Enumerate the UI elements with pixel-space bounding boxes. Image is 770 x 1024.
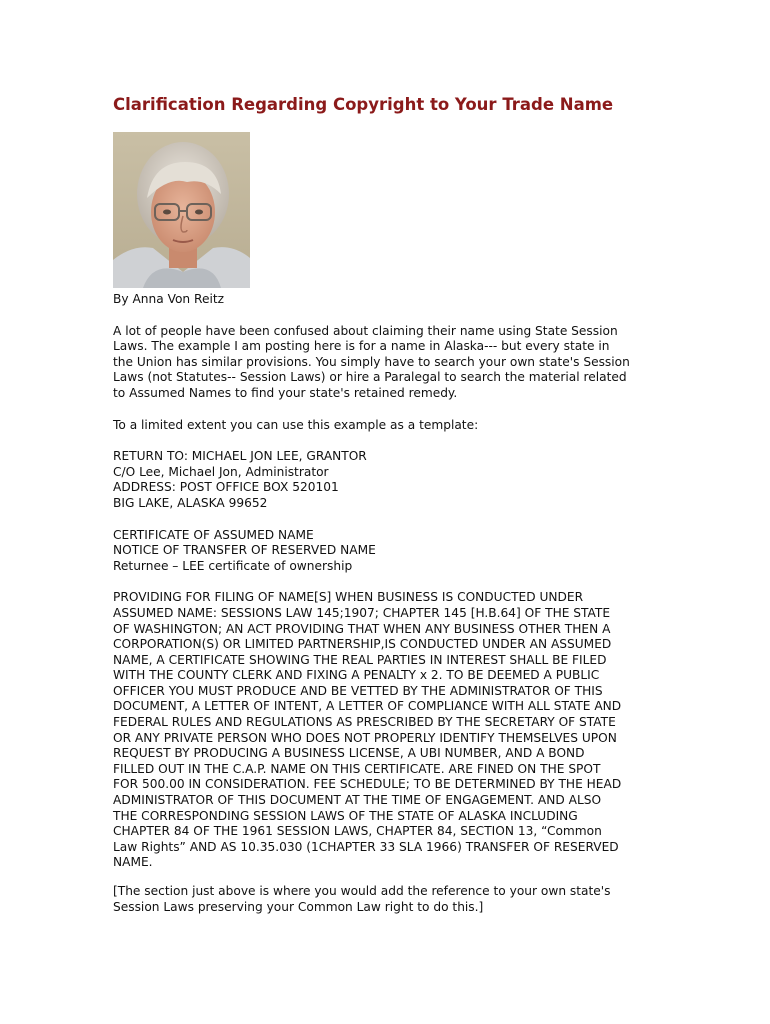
provisions-paragraph: PROVIDING FOR FILING OF NAME[S] WHEN BUSINESS IS CONDUCTED UNDER ASSUMED NAME: SESSIONS LAW 145;1907; CHAPTER 145 [H.B.64] OF THE STATE OF WASHINGTON; AN ACT PROVIDING THAT WHEN ANY BUSINESS OTHER THEN A CORPORATION(S) OR LIMITED PARTNERSHIP,IS CONDUCTED UNDER AN ASSUMED NAME, A CERTIFICATE SHOWING THE REAL PARTIES IN INTEREST SHALL BE FILED WITH THE COUNTY CLERK AND FIXING A PENALTY x 2. TO BE DEEMED A PUBLIC OFFICER YOU MUST PRODUCE AND BE VETTED BY THE ADMINISTRATOR OF THIS DOCUMENT, A LETTER OF INTENT, A LETTER OF COMPLIANCE WITH ALL STATE AND FEDERAL RULES AND REGULATIONS AS PRESCRIBED BY THE SECRETARY OF STATE OR ANY PRIVATE PERSON WHO DOES NOT PROPERLY IDENTIFY THEMSELVES UPON REQUEST BY PRODUCING A BUSINESS LICENSE, A UBI NUMBER, AND A BOND FILLED OUT IN THE C.A.P. NAME ON THIS CERTIFICATE. ARE FINED ON THE SPOT FOR 500.00 IN CONSIDERATION. FEE SCHEDULE; TO BE DETERMINED BY THE HEAD ADMINISTRATOR OF THIS DOCUMENT AT THE TIME OF ENGAGEMENT. AND ALSO THE CORRESPONDING SESSION LAWS OF THE STATE OF ALASKA INCLUDING CHAPTER 84 OF THE 1961 SESSION LAWS, CHAPTER 84, SECTION 13, “Common Law Rights” AND AS 10.35.030 (1CHAPTER 33 SLA 1966) TRANSFER OF RESERVED NAME. [113, 590, 622, 870]
author-portrait [113, 132, 250, 288]
document-page [113, 94, 673, 915]
template-note: To a limited extent you can use this example as a template: [113, 417, 479, 432]
closing-note: [The section just above is where you would add the reference to your own state's Session Laws preserving your Common Law right to do this.] [113, 884, 611, 914]
return-address-block: RETURN TO: MICHAEL JON LEE, GRANTOR C/O Lee, Michael Jon, Administrator ADDRESS: POST OFFICE BOX 520101 BIG LAKE, ALASKA 99652 [113, 449, 367, 510]
document-title: Clarification Regarding Copyright to Your Trade Name [113, 95, 614, 114]
intro-paragraph: A lot of people have been confused about claiming their name using State Session Laws. The example I am posting here is for a name in Alaska--- but every state in the Union has similar provisions. You simply have to search your own state's Session Laws (not Statutes-- Session Laws) or hire a Paralegal to search the material related to Assumed Names to find your state's retained remedy. [113, 323, 630, 400]
certificate-block: CERTIFICATE OF ASSUMED NAME NOTICE OF TRANSFER OF RESERVED NAME Returnee – LEE certificate of ownership [113, 527, 376, 573]
author-byline: By Anna Von Reitz [113, 292, 225, 306]
